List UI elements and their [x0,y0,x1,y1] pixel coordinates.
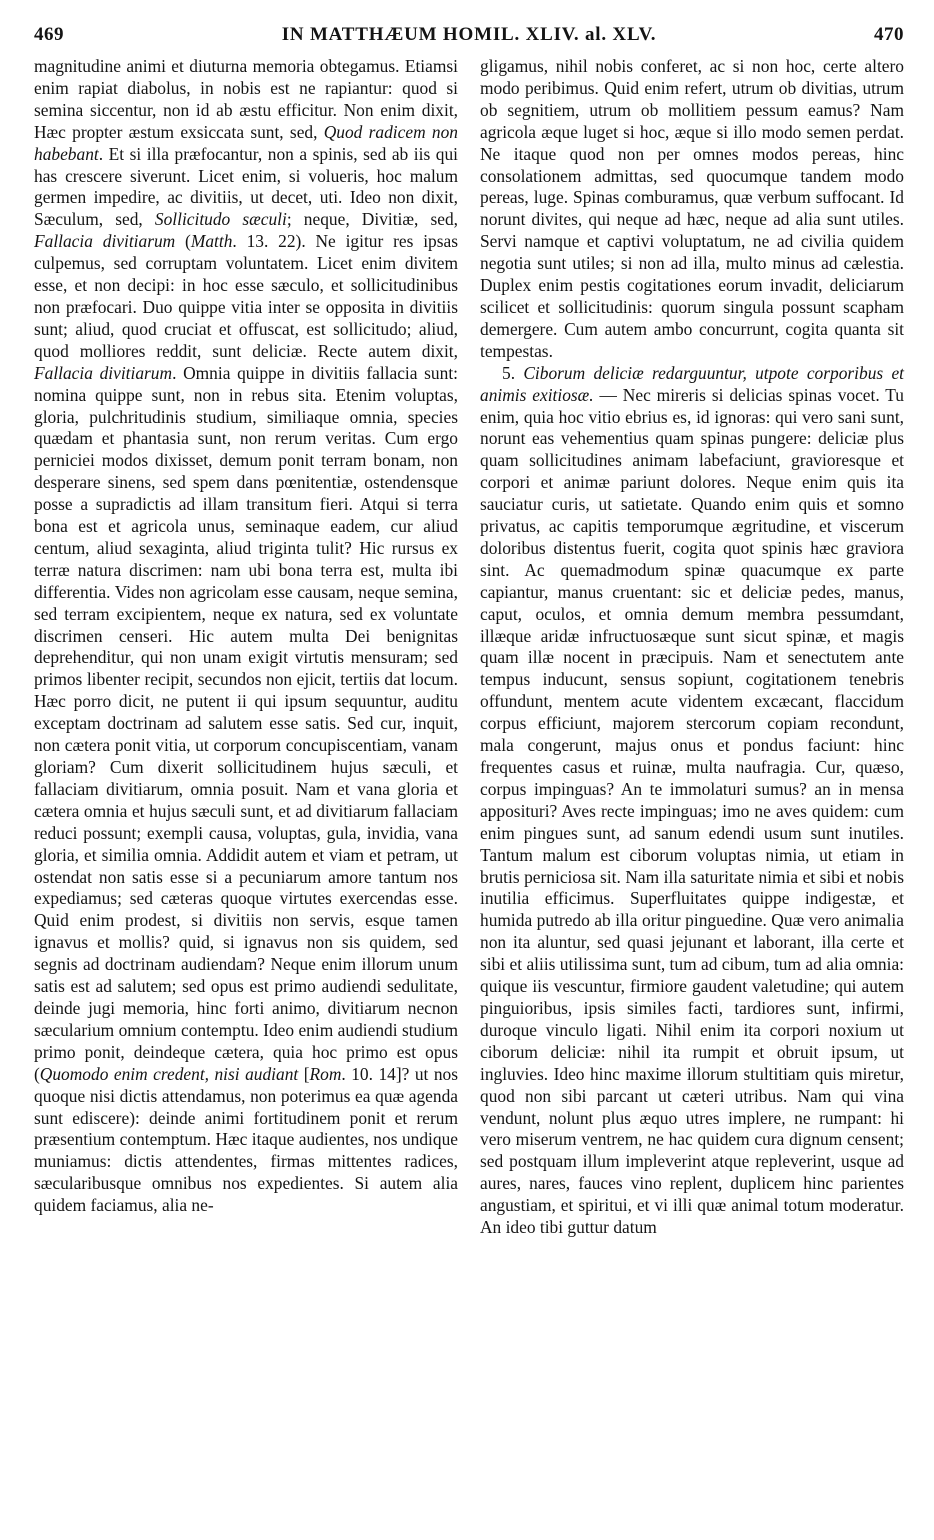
italic-run: Sollicitudo sæculi [154,209,287,230]
text-run: . Omnia quippe in divitiis fallacia sunt: nomina quippe sunt, non in rebus sita. Etenim voluptas, gloria, pulchritudinis studium, similiaque omnia, species quædam et phantasia sunt, non rerum veritas. Cum ergo perniciei modos dixisset, demum ponit terram bonam, non desperare sinens, sed spem dans pœnitentiæ, ostendensque posse a supradictis ad illam transitum fieri. Atqui si terra bona est et agricola unus, seminaque eadem, cur aliud centum, aliud sexaginta, aliud triginta tulit? Hic rursus ex terræ natura discrimen: nam ubi bona terra est, multa ibi differentia. Vides non agricolam esse causam, neque semina, sed terram excipientem, neque ex natura, sed ex voluntate discrimen censeri. Hic autem multa Dei benignitas deprehenditur, qui non unam exigit virtutis mensuram; sed primos libenter recipit, secundos non ejicit, tertiis dat locum. Hæc porro dicit, ne putent ii qui ipsum sequuntur, auditu exceptam doctrinam ad salutem esse satis. Sed cur, inquit, non cætera ponit vitia, ut corporum concupiscentiam, vanam gloriam? Cum dixerit sollicitudinem hujus sæculi, et fallaciam divitiarum, omnia posuit. Nam et vana gloria et cætera omnia et hujus sæculi sunt, et ad divitiarum fallaciam reduci possunt; exempli causa, voluptas, gula, invidia, vana gloria, et similia omnia. Addidit autem et viam et petram, ut ostendat non satis esse si a pecuniarum amore tantum nos expediamus; sed cæteras quoque virtutes exercendas esse. Quid enim prodest, si divitiis non servis, esque tamen ignavus et mollis? quid, si ignavus non sis quidem, sed segnis ad doctrinam audiendam? Neque enim illorum unum satis est ad salutem; sed opus est primo audiendi sedulitate, deinde jugi memoria, hinc forti animo, divitiarum necnon sæcularium omnium contemptu. Ideo enim audiendi studium primo ponit, deindeque cætera, quia hoc primo est opus ( [34,362,458,1084]
running-title: IN MATTHÆUM HOMIL. XLIV. al. XLV. [281,24,657,45]
text-run: . Et si illa præfocantur, non a spinis, sed ab iis qui has crescere siverunt. Licet enim, si volueris, hoc malum germen impedire, ac divitiis, ut decet, uti. Ideo non dixit, Sæculum, sed, [34,143,458,230]
text-run: — Nec mireris si delicias spinas vocet. Tu enim, quia hoc vitio ebrius es, id ignoras: qui vero sani sunt, norunt eas vehementius quam spinas pungere: deliciæ plus quam sollicitudines animam labefaciunt, gravioresque et corpori et animæ pariunt dolores. Neque enim quis ita sauciatur curis, ut satietate. Quando enim quis et somno privatus, ac capitis temporumque ægritudine, et viscerum doloribus distentus fuerit, cogita quot spinis hæc graviora sint. Ac quemadmodum spinæ quacumque ex parte capiantur, manus cruentant: sic et deliciæ pedes, manus, caput, oculos, et omnia demum membra pessumdant, illæque aridæ infructuosæque sunt sicut spinæ, et magis quam illæ nocent in præcipuis. Nam et senectutem ante tempus inducunt, sensus sopiunt, cogitationem tenebris offundunt, mentem acute videntem excæcant, flaccidum corpus efficiunt, majorem stercorum copiam recondunt, mala congerunt, majus onus et pondus faciunt: hinc frequentes casus et ruinæ, multa naufragia. Cur, quæso, corpus impinguas? An te immolaturi sumus? an in mensa apposituri? Aves recte impinguas; imo ne aves quidem: cum enim pingues sunt, ad sanum edendi usum sunt inutiles. Tantum malum est ciborum voluptas nimia, ut etiam in brutis perniciosa sit. Nam illa saturitate nimia et sibi et nobis inutilia efficimus. Superfluitates quippe indigestæ, et humida putredo ab illa oritur pinguedine. Quæ vero animalia non ita aluntur, sed quasi jejunant et laborant, illa certe et sibi et aliis utilissima sunt, tum ad cibum, tum ad alia omnia: quique iis vescuntur, firmiore gaudent valetudine; qui autem pinguioribus, ipsis similes facti, tardiores sunt, infirmi, duroque vinculo ligati. Nihil enim ita corpori noxium ut ciborum deliciæ: nihil ita rumpit et obruit ipsum, ut ingluvies. Ideo hinc maxime illorum stultitiam quis miretur, quod non sibi parcant ut cæteri utribus. Nam qui vina vendunt, nolunt plus æquo utres implere, ne rumpant: hi vero miserum ventrem, ne hac quidem cura dignum censent; sed postquam illum impleverint atque repleverint, usque ad aures, nares, fauces vino replent, duplicem hinc parientes angustiam, et spiritui, et vi illi quæ animal totum moderatur. An ideo tibi guttur datum [480,384,904,1238]
text-run: gligamus, nihil nobis conferet, ac si non hoc, certe altero modo peribimus. Quid enim refert, utrum ob divitias, utrum ob segnitiem, utrum ob mollitiem pessum eamus? Nam agricola æque luget si hoc, æque si illo modo semen perdat. Ne itaque quod non per omnes modos pereas, hinc consolationem admittas, sed quocumque tandem modo pereas, luge. Spinas comburamus, quæ verbum suffocant. Id norunt divites, qui neque ad hæc, neque ad alia sunt utiles. Servi namque et captivi voluptatum, ne ad civilia quidem negotia sunt utiles; si non ad illa, multo minus ad cælestia. Duplex enim pestis cogitationes eorum invadit, deliciarum scilicet et sollicitudinis: quorum singula possunt scapham demergere. Cum autem ambo concurrunt, cogita quanta sit tempestas. [480,56,904,361]
page-number-right: 470 [873,24,904,45]
italic-run: Fallacia divitiarum [34,362,173,383]
text-run: . 10. 14]? ut nos quoque nisi dictis attendamus, non poterimus ea quæ agenda sunt ediscere): deinde animi fortitudinem ponit et rerum præsentium contemptum. Hæc itaque audientes, nos undique muniamus: dictis attendentes, firmas mittentes radices, sæcularibusque omnibus nos expedientes. Si autem alia quidem faciamus, alia ne- [34,1063,458,1216]
text-run: [ [298,1063,310,1084]
text-run: ; neque, Divitiæ, sed, [286,209,458,230]
running-header [34,24,904,54]
text-run: magnitudine animi et diuturna memoria obtegamus. Etiamsi enim rapiat diabolus, in nobis est ne rapiantur: quod si semina siccentur, non id ab æstu efficitur. Non enim dixit, Hæc propter æstum exsiccata sunt, sed, [34,56,458,142]
text-run: ( [175,231,191,252]
text-columns [34,56,904,1239]
paragraph-section-5 [480,363,904,1239]
text-run: 5. [502,362,524,383]
page-number-left: 469 [34,24,64,45]
left-column [34,56,458,1239]
text-run: . 13. 22). Ne igitur res ipsas culpemus, sed corruptam voluntatem. Licet enim divitem esse, et non decipi: in hoc esse sæculo, et sollicitudinibus non præfocari. Duo quippe vitia inter se opposita in divitiis sunt; aliud, quod cruciat et offuscat, est sollicitudo; aliud, quod molliores reddit, sunt deliciæ. Recte autem dixit, [34,231,459,361]
italic-run: Matth [190,231,233,252]
italic-run: Ciborum deliciæ redarguuntur, utpote corporibus et animis exitiosæ. [480,362,904,405]
italic-run: Rom [309,1063,342,1084]
paragraph [34,56,458,1217]
italic-run: Quomodo enim credent, nisi audiant [39,1063,299,1084]
italic-run: Fallacia divitiarum [34,231,176,252]
italic-run: Quod radicem non habebant [34,121,458,164]
paragraph [480,56,904,363]
right-column [480,56,904,1239]
